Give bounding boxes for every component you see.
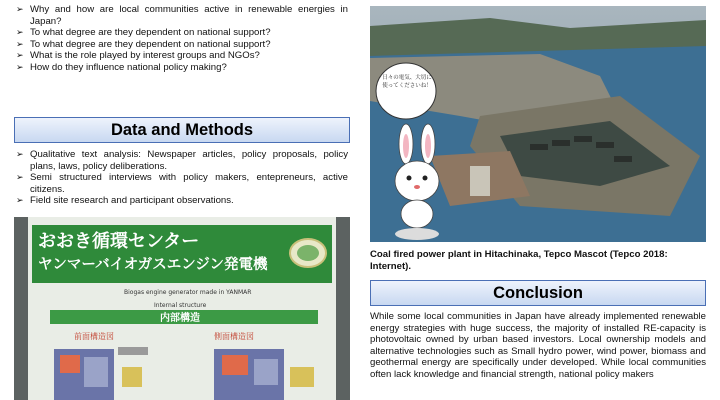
list-item-text: Semi structured interviews with policy makers, entepreneurs, active citizens.: [30, 172, 348, 195]
speech-bubble-text: 日々の電気、大切に使ってくださいね！: [382, 75, 432, 89]
list-item-text: To what degree are they dependent on national support?: [30, 27, 271, 39]
list-item: [14, 4, 348, 27]
data-methods-list: [14, 149, 348, 207]
biogas-panel-photo: [14, 217, 350, 400]
arrow-bullet-icon: ➢: [16, 50, 24, 61]
arrow-bullet-icon: ➢: [16, 61, 24, 72]
list-item: [14, 172, 348, 195]
arrow-bullet-icon: ➢: [16, 172, 24, 183]
list-item: [14, 39, 348, 51]
label-side: 側面構造図: [214, 332, 254, 341]
conclusion-text: While some local communities in Japan have already implemented renewable energy strategies with huge success, the majority of installed RE-capacity is photovoltaic owned by urban based investors. Local ownership models and alternative technologies such as Small hydro power, wind power, biomass and geothermal energy are specifically under developed. While local communities often lack knowledge and financial strength, national policy makers: [370, 311, 706, 380]
list-item: [14, 149, 348, 172]
list-item-text: To what degree are they dependent on national support?: [30, 38, 271, 50]
arrow-bullet-icon: ➢: [16, 27, 24, 38]
list-item: [14, 195, 348, 207]
list-item: [14, 50, 348, 62]
sign-title-line2: ヤンマーバイオガスエンジン発電機: [38, 257, 268, 273]
list-item-text: What is the role played by interest groups and NGOs?: [30, 50, 260, 62]
photo-caption: Coal fired power plant in Hitachinaka, Tepco Mascot (Tepco 2018: Internet).: [370, 249, 668, 272]
list-item: [14, 62, 348, 74]
section-label-en: Internal structure: [154, 302, 207, 309]
list-item: [14, 27, 348, 39]
power-plant-image: [370, 6, 706, 242]
data-methods-heading: Data and Methods: [14, 117, 350, 143]
power-plant-photo: [370, 6, 706, 242]
sign-subtitle: Biogas engine generator made in YANMAR: [124, 289, 252, 296]
conclusion-heading: Conclusion: [370, 280, 706, 306]
arrow-bullet-icon: ➢: [16, 38, 24, 49]
arrow-bullet-icon: ➢: [16, 4, 24, 14]
list-item-text: How do they influence national policy making?: [30, 61, 227, 73]
speech-bubble: [376, 63, 436, 119]
arrow-bullet-icon: ➢: [16, 195, 24, 206]
biogas-panel-image: [14, 217, 350, 400]
list-item-text: Why and how are local communities active in renewable energies in Japan?: [30, 4, 348, 27]
research-questions-list: [14, 4, 348, 74]
arrow-bullet-icon: ➢: [16, 149, 24, 159]
list-item-text: Qualitative text analysis: Newspaper articles, policy proposals, policy plans, laws, policy deliberations.: [30, 149, 348, 172]
list-item-text: Field site research and participant observations.: [30, 195, 234, 207]
logo-emblem-icon: [290, 239, 326, 267]
label-front: 前面構造図: [74, 332, 114, 341]
section-label-jp: 内部構造: [160, 313, 200, 324]
sign-title-line1: おおき循環センター: [38, 231, 200, 252]
